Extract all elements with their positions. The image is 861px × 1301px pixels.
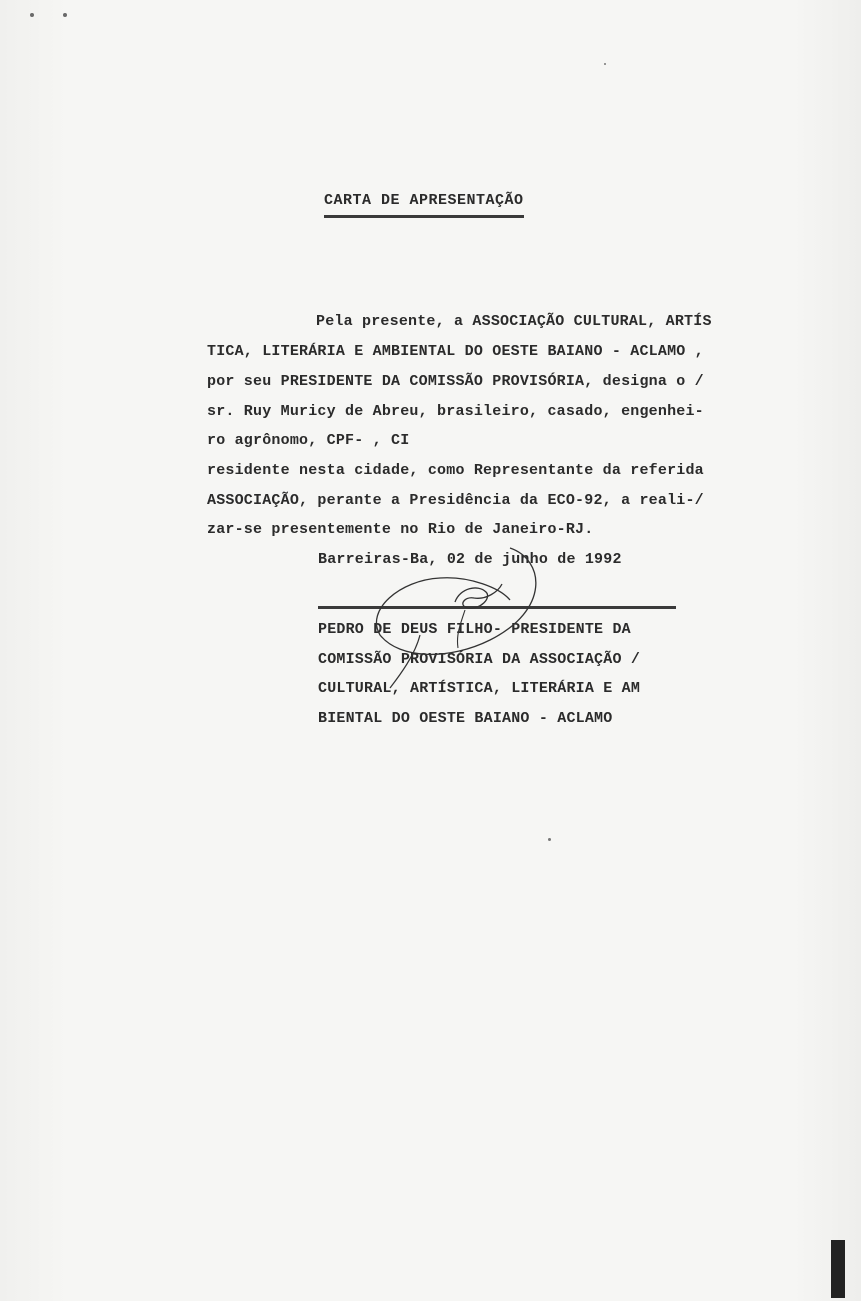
body-line: TICA, LITERÁRIA E AMBIENTAL DO OESTE BAIANO - ACLAMO , <box>207 343 704 360</box>
signature-block-line: PEDRO DE DEUS FILHO- PRESIDENTE DA <box>318 621 631 638</box>
document-title: CARTA DE APRESENTAÇÃO <box>324 192 524 218</box>
body-line: sr. Ruy Muricy de Abreu, brasileiro, casado, engenhei- <box>207 403 704 420</box>
signature-block-line: BIENTAL DO OESTE BAIANO - ACLAMO <box>318 710 613 727</box>
body-line: ASSOCIAÇÃO, perante a Presidência da ECO-92, a reali-/ <box>207 492 704 509</box>
body-line: residente nesta cidade, como Representante da referida <box>207 462 704 479</box>
signature-block-line: COMISSÃO PROVISÓRIA DA ASSOCIAÇÃO / <box>318 651 641 668</box>
punch-hole-mark <box>30 13 34 17</box>
body-line: ro agrônomo, CPF- , CI <box>207 432 410 449</box>
body-line: por seu PRESIDENTE DA COMISSÃO PROVISÓRIA, designa o / <box>207 373 704 390</box>
scan-edge-marker <box>831 1240 845 1298</box>
place-date: Barreiras-Ba, 02 de junho de 1992 <box>318 551 622 568</box>
paper-speck <box>604 63 606 65</box>
handwritten-signature <box>360 540 580 700</box>
punch-hole-mark <box>63 13 67 17</box>
paper-speck <box>548 838 551 841</box>
body-line: Pela presente, a ASSOCIAÇÃO CULTURAL, ARTÍS <box>316 313 712 330</box>
signature-block-line: CULTURAL, ARTÍSTICA, LITERÁRIA E AM <box>318 680 641 697</box>
body-line: zar-se presentemente no Rio de Janeiro-RJ. <box>207 521 594 538</box>
